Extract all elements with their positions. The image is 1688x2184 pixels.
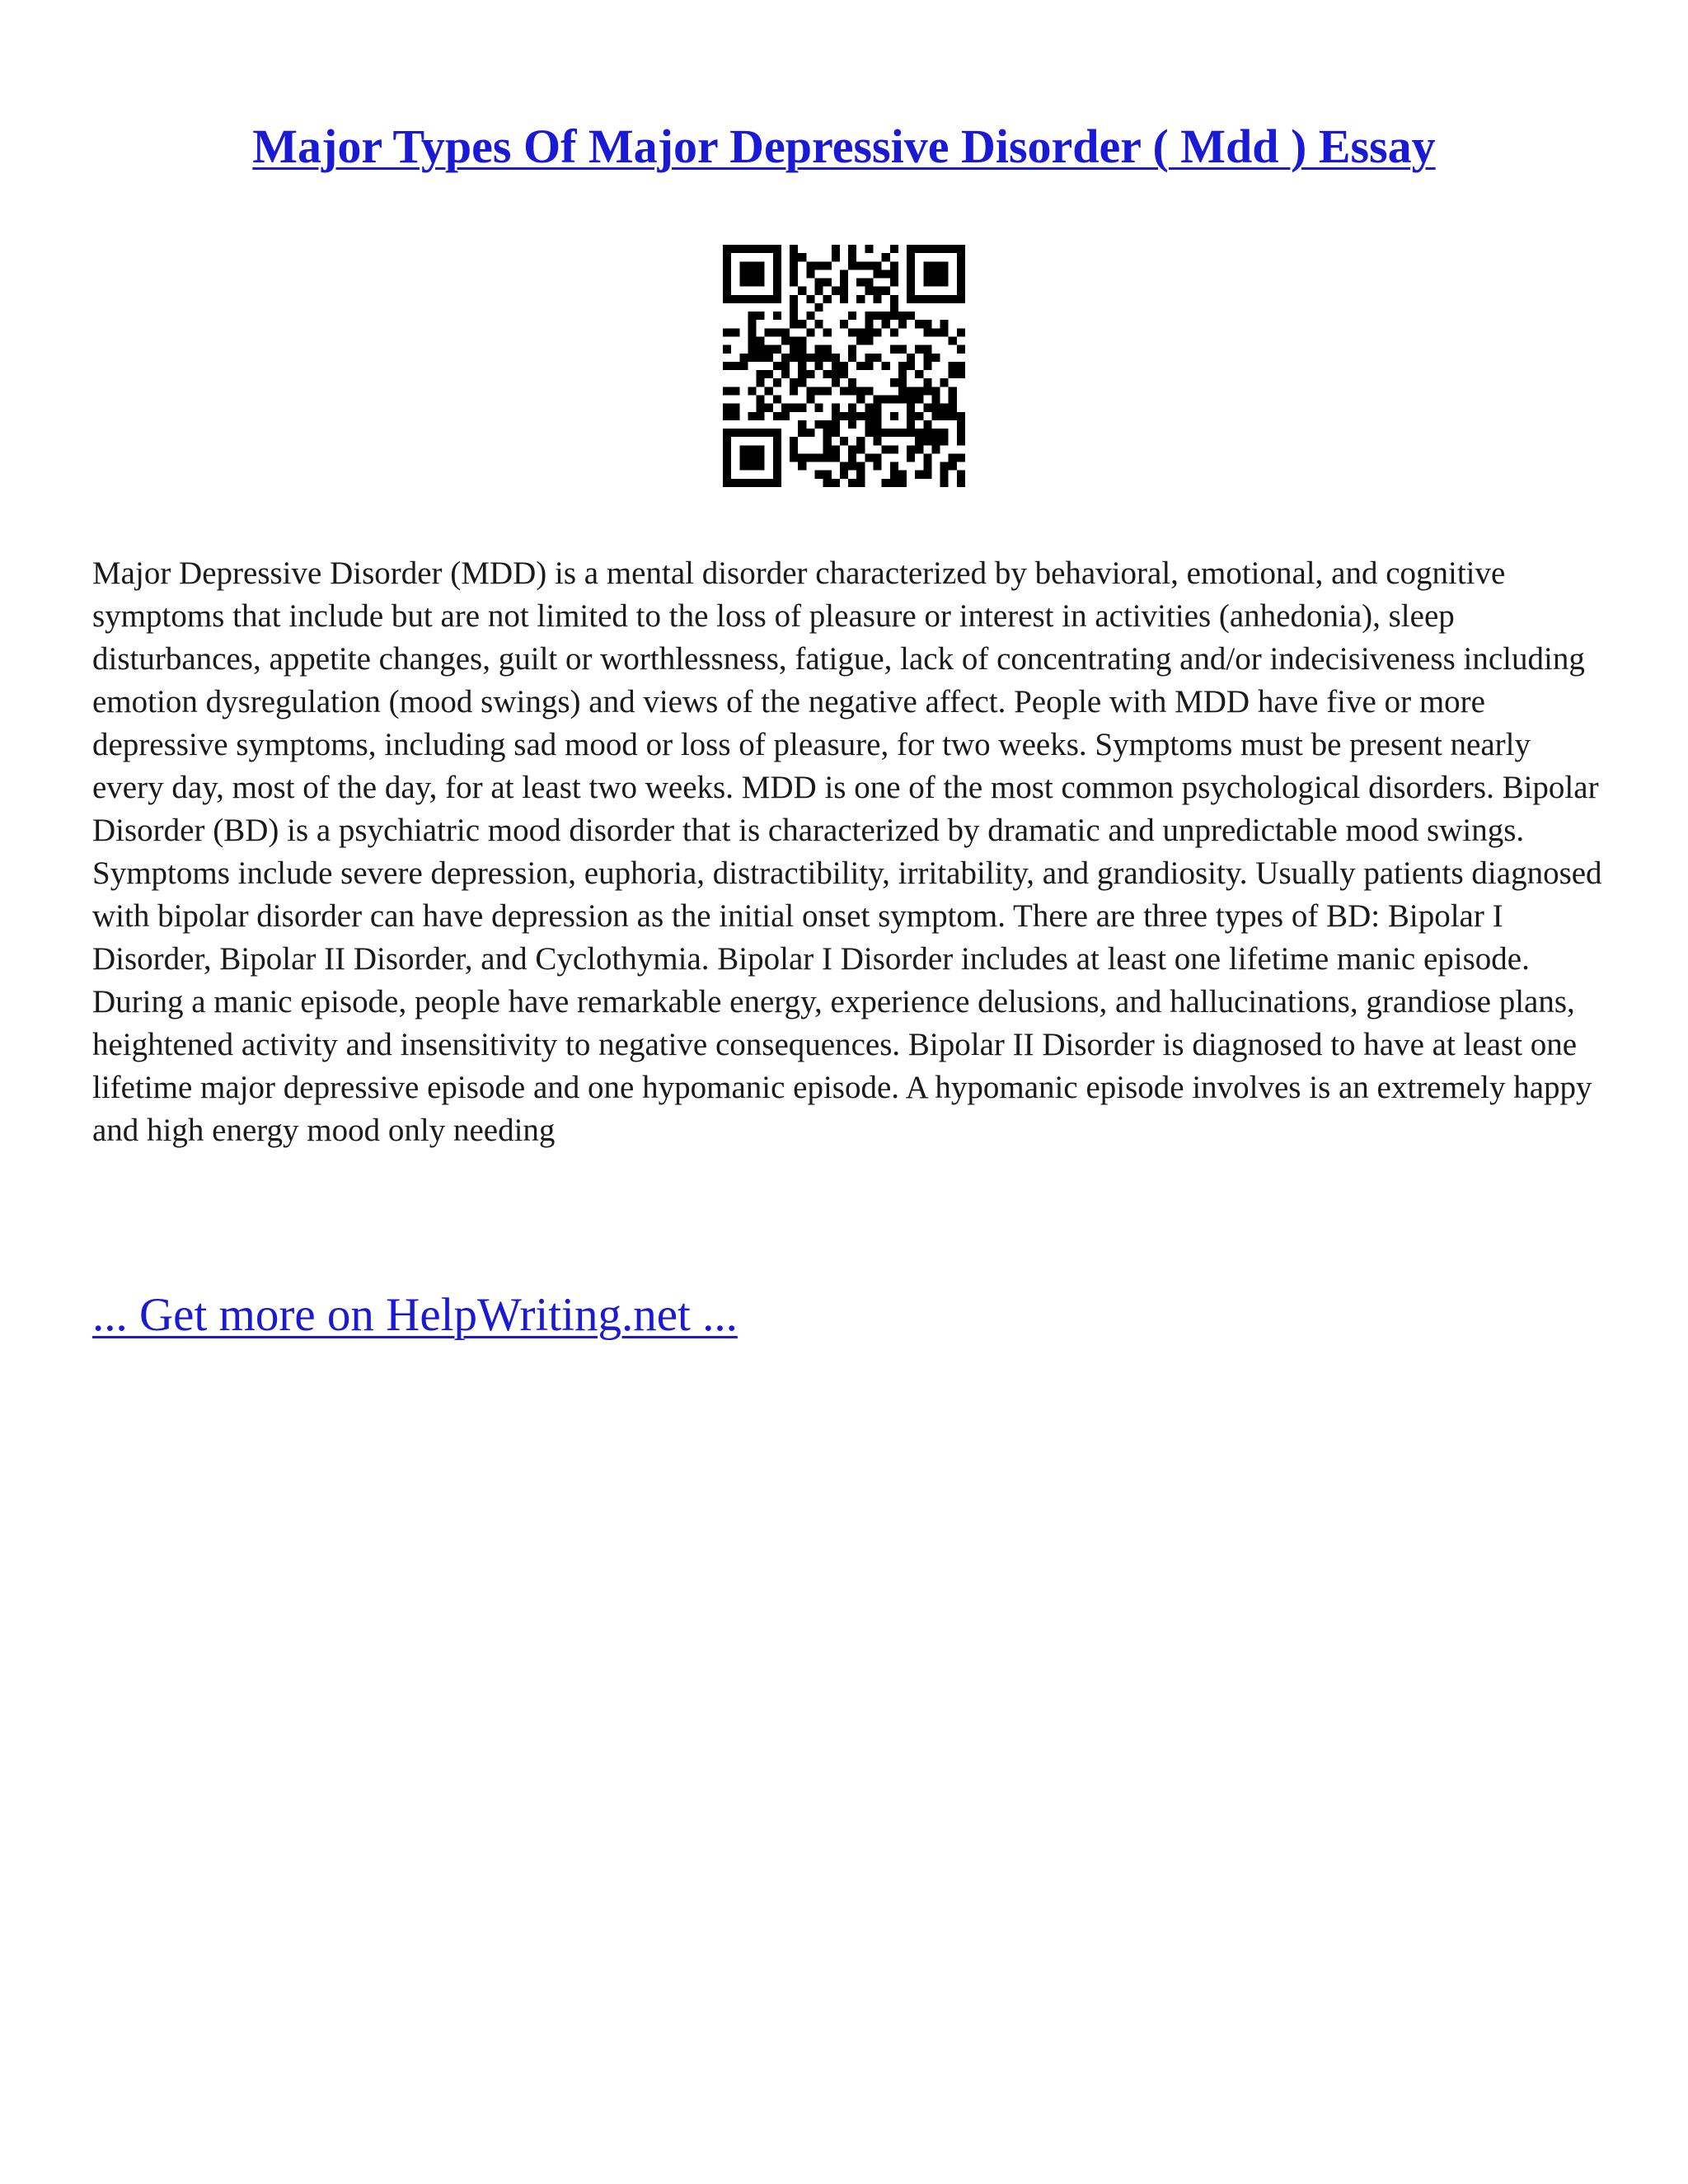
essay-body-text: Major Depressive Disorder (MDD) is a mental disorder characterized by behavioral, emotional, and cognitive symptoms that include but are not limited to the loss of pleasure or interest in activities (anhedonia), sleep disturbances, appetite changes, guilt or worthlessness, fatigue, lack of concentrating and/or indecisiveness including emotion dysregulation (mood swings) and views of the negative affect. People with MDD have five or more depressive symptoms, including sad mood or loss of pleasure, for two weeks. Symptoms must be present nearly every day, most of the day, for at least two weeks. MDD is one of the most common psychological disorders. Bipolar Disorder (BD) is a psychiatric mood disorder that is characterized by dramatic and unpredictable mood swings. Symptoms include severe depression, euphoria, distractibility, irritability, and grandiosity. Usually patients diagnosed with bipolar disorder can have depression as the initial onset symptom. There are three types of BD: Bipolar I Disorder, Bipolar II Disorder, and Cyclothymia. Bipolar I Disorder includes at least one lifetime manic episode. During a manic episode, people have remarkable energy, experience delusions, and hallucinations, grandiose plans, heightened activity and insensitivity to negative consequences. Bipolar II Disorder is diagnosed to have at least one lifetime major depressive episode and one hypomanic episode. A hypomanic episode involves is an extremely happy and high energy mood only needing	[92, 555, 1602, 1148]
get-more-link[interactable]: ... Get more on HelpWriting.net ...	[92, 1289, 738, 1341]
qr-code-icon	[723, 245, 965, 487]
essay-title-link[interactable]: Major Types Of Major Depressive Disorder ( Mdd ) Essay	[252, 120, 1436, 173]
